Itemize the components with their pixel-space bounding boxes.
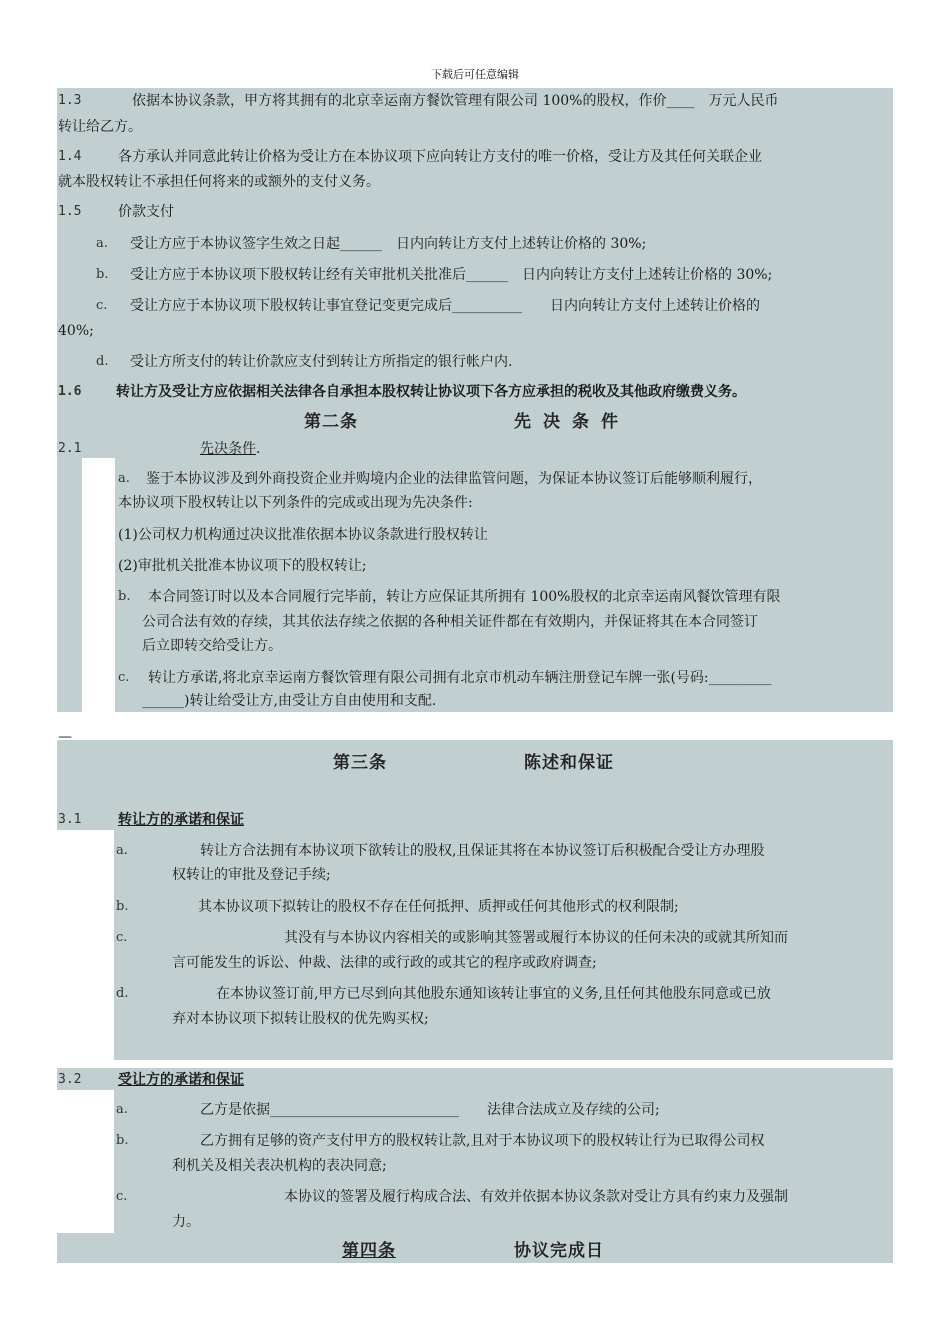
shading-gap-2 [57, 830, 114, 1060]
clause-number: 3.1 [58, 812, 82, 827]
item-label: a. [116, 843, 128, 858]
article-heading-title: 先决条件 [514, 412, 630, 432]
item-text: 权转让的审批及登记手续; [172, 867, 331, 883]
article-heading-title: 陈述和保证 [524, 753, 614, 773]
item-label: b. [116, 1133, 129, 1148]
clause-number: 2.1 [58, 441, 82, 456]
item-text: 弃对本协议项下拟转让股权的优先购买权; [172, 1011, 429, 1027]
shading-gap-3 [57, 1090, 114, 1233]
article-heading-number: 第二条 [304, 412, 358, 432]
item-label: c. [116, 1189, 128, 1204]
item-label: a. [118, 471, 130, 486]
item-text-continued: 40%; [58, 323, 94, 339]
item-text: 受让方应于本协议签字生效之日起______ 日内向转让方支付上述转让价格的 30%; [130, 236, 647, 252]
item-text: 利机关及相关表决机构的表决同意; [172, 1158, 387, 1174]
item-text: 鉴于本协议涉及到外商投资企业并购境内企业的法律监管问题，为保证本协议签订后能够顺利履行， [146, 471, 762, 487]
item-text: 其本协议项下拟转让的股权不存在任何抵押、质押或任何其他形式的权利限制; [198, 899, 679, 915]
item-text: 言可能发生的诉讼、仲裁、法律的或行政的或其它的程序或政府调查; [172, 955, 597, 971]
item-label: c. [96, 298, 108, 313]
article-heading-number: 第三条 [333, 753, 387, 773]
clause-title: 受让方的承诺和保证 [118, 1072, 244, 1088]
item-text: 乙方是依据___________________________ 法律合法成立及存续的公司; [200, 1102, 660, 1118]
item-text: 后立即转交给受让方。 [142, 638, 282, 654]
clause-text: 依据本协议条款，甲方将其拥有的北京幸运南方餐饮管理有限公司 100%的股权，作价____ 万元人民币 [132, 93, 779, 109]
item-text: ______)转让给受让方,由受让方自由使用和支配. [142, 693, 437, 709]
item-label: d. [116, 986, 129, 1001]
clause-number: 1.5 [58, 204, 82, 219]
article-heading-title: 协议完成日 [514, 1241, 604, 1261]
item-text: 受让方应于本协议项下股权转让事宜登记变更完成后__________ 日内向转让方支付上述转让价格的 [130, 298, 760, 314]
item-text: 公司合法有效的存续，其其依法存续之依据的各种相关证件都在有效期内，并保证将其在本合同签订 [142, 614, 758, 630]
shading-band-6 [57, 1233, 893, 1263]
item-text: 其没有与本协议内容相关的或影响其签署或履行本协议的任何未决的或就其所知而 [284, 930, 788, 946]
item-text: 在本协议签订前,甲方已尽到向其他股东通知该转让事宜的义务,且任何其他股东同意或已放 [216, 986, 771, 1002]
clause-text: 各方承认并同意此转让价格为受让方在本协议项下应向转让方支付的唯一价格，受让方及其任何关联企业 [118, 149, 762, 165]
article-heading-number: 第四条 [342, 1241, 396, 1261]
item-label: b. [96, 267, 109, 282]
item-text: 本合同签订时以及本合同履行完毕前，转让方应保证其所拥有 100%股权的北京幸运南风餐饮管理有限 [148, 589, 781, 605]
item-label: b. [116, 899, 129, 914]
item-label: c. [118, 670, 130, 685]
shading-gap-1 [82, 458, 115, 712]
item-text: 本协议的签署及履行构成合法、有效并依据本协议条款对受让方具有约束力及强制 [284, 1189, 788, 1205]
item-text: 受让方应于本协议项下股权转让经有关审批机关批准后______ 日内向转让方支付上述转让价格的 30%; [130, 267, 773, 283]
clause-number: 1.4 [58, 149, 82, 164]
item-text: 本协议项下股权转让以下列条件的完成或出现为先决条件: [118, 495, 473, 511]
clause-title-dot: . [256, 441, 261, 457]
condition-item: (2)审批机关批准本协议项下的股权转让; [118, 558, 367, 574]
item-text: 乙方拥有足够的资产支付甲方的股权转让款,且对于本协议项下的股权转让行为已取得公司权 [200, 1133, 765, 1149]
item-label: d. [96, 354, 109, 369]
clause-text: 转让方及受让方应依据相关法律各自承担本股权转让协议项下各方应承担的税收及其他政府缴费义务。 [116, 384, 746, 400]
shading-band-3 [57, 740, 893, 810]
clause-text: 就本股权转让不承担任何将来的或额外的支付义务。 [58, 174, 380, 190]
clause-title: 价款支付 [118, 204, 174, 220]
item-label: a. [96, 236, 108, 251]
item-text: 受让方所支付的转让价款应支付到转让方所指定的银行帐户内. [130, 354, 513, 370]
clause-number: 3.2 [58, 1072, 82, 1087]
item-text: 力。 [172, 1214, 200, 1230]
clause-text: 转让给乙方。 [58, 119, 142, 135]
clause-title: 转让方的承诺和保证 [118, 812, 244, 828]
item-text: 转让方承诺,将北京幸运南方餐饮管理有限公司拥有北京市机动车辆注册登记车牌一张(号码:_________ [148, 670, 772, 686]
shading-band-5 [57, 1068, 893, 1233]
condition-item: (1)公司权力机构通过决议批准依据本协议条款进行股权转让 [118, 527, 488, 543]
clause-title [200, 440, 260, 458]
page-header: 下载后可任意编辑 [431, 68, 519, 81]
item-text: 转让方合法拥有本协议项下欲转让的股权,且保证其将在本协议签订后积极配合受让方办理股 [200, 843, 765, 859]
item-label: c. [116, 930, 128, 945]
clause-number: 1.3 [58, 93, 82, 108]
clause-number: 1.6 [58, 384, 82, 399]
dash-mark: — [58, 729, 72, 745]
clause-title-text: 先决条件 [200, 441, 256, 457]
item-label: a. [116, 1102, 128, 1117]
item-label: b. [118, 589, 131, 604]
